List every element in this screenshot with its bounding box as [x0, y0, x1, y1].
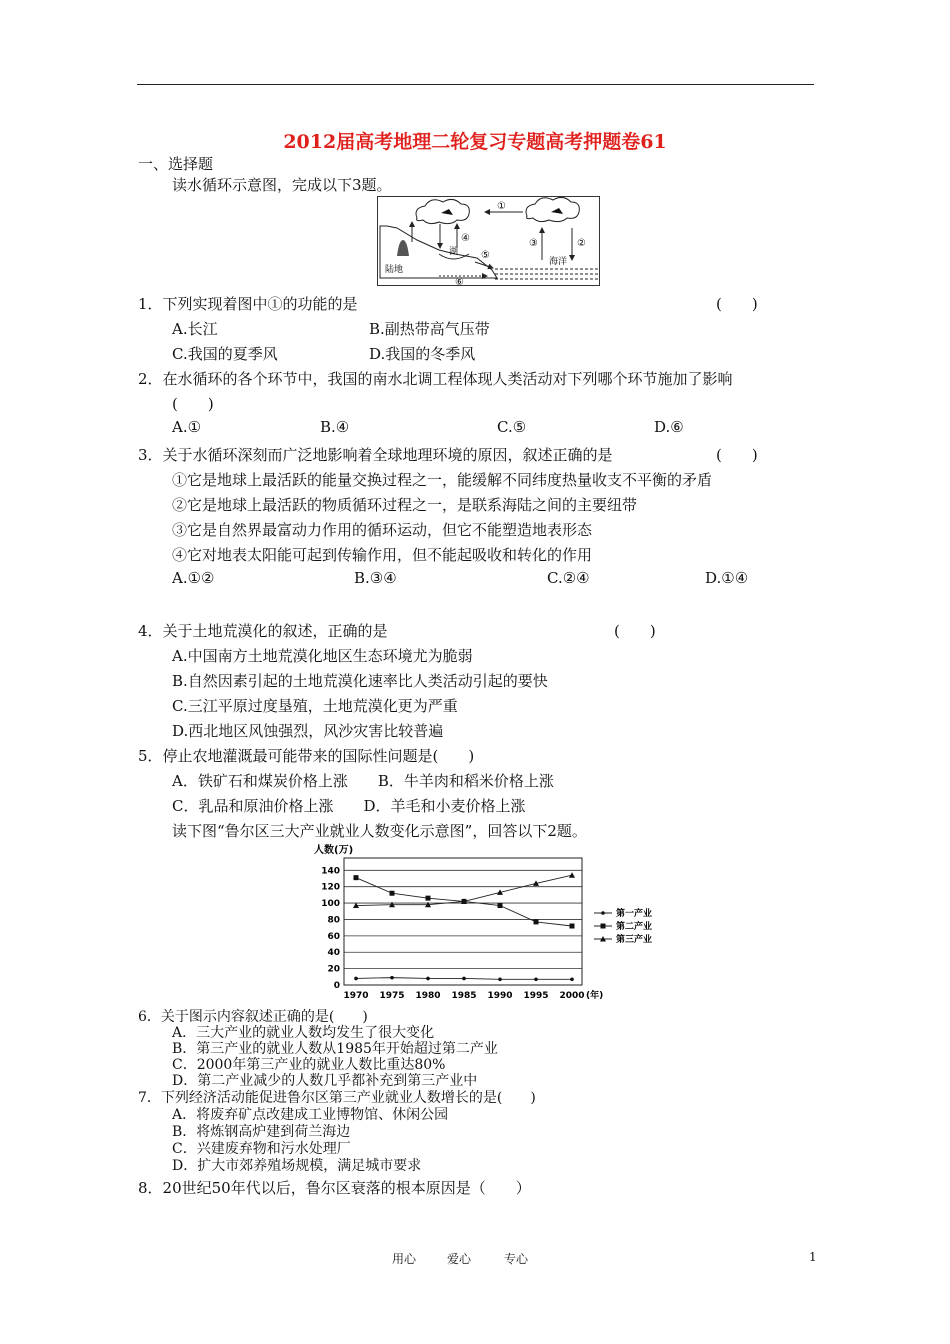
- water-cycle-diagram: [377, 196, 600, 286]
- q1-answer-paren: ( ): [716, 295, 758, 313]
- q3-statement-4: ④它对地表太阳能可起到传输作用，但不能起吸收和转化的作用: [172, 546, 593, 564]
- q7-option-c[interactable]: C．兴建废弃物和污水处理厂: [172, 1141, 351, 1157]
- label-n6: ⑥: [455, 277, 464, 286]
- x-tick-label: 2000: [559, 991, 585, 1001]
- x-tick-label: 1975: [379, 991, 405, 1001]
- q1-option-b[interactable]: B.副热带高气压带: [369, 320, 490, 338]
- x-tick-label: 1995: [523, 991, 549, 1001]
- q6-option-a[interactable]: A．三大产业的就业人数均发生了很大变化: [172, 1025, 435, 1041]
- data-point: [462, 977, 466, 981]
- q1-stem: 1．下列实现着图中①的功能的是: [138, 295, 358, 313]
- label-n3: ③: [529, 238, 538, 249]
- q2-option-c[interactable]: C.⑤: [497, 418, 527, 436]
- q4-stem: 4．关于土地荒漠化的叙述，正确的是: [138, 622, 388, 640]
- x-unit-label: (年): [586, 991, 604, 1001]
- label-ocean: 海洋: [549, 257, 568, 267]
- ruhr-employment-chart: [310, 842, 670, 1005]
- intro-water-cycle: 读水循环示意图，完成以下3题。: [172, 176, 392, 194]
- cloud-right-icon: [526, 197, 579, 221]
- q4-option-a[interactable]: A.中国南方土地荒漠化地区生态环境尤为脆弱: [172, 647, 473, 665]
- y-tick-label: 80: [327, 915, 340, 926]
- footer-text-3: 专心: [504, 1252, 529, 1266]
- data-point: [390, 976, 394, 980]
- legend-label: 第一产业: [616, 909, 653, 919]
- q1-option-a[interactable]: A.长江: [172, 320, 218, 338]
- y-tick-label: 100: [321, 899, 340, 910]
- q3-option-c[interactable]: C.②④: [547, 569, 590, 587]
- q3-statement-2: ②它是地球上最活跃的物质循环过程之一，是联系海陆之间的主要纽带: [172, 496, 638, 514]
- q4-option-d[interactable]: D.西北地区风蚀强烈，风沙灾害比较普遍: [172, 722, 444, 740]
- y-tick-label: 20: [327, 964, 340, 975]
- header-rule: [137, 84, 814, 85]
- data-point: [426, 896, 431, 901]
- q2-option-d[interactable]: D.⑥: [654, 418, 684, 436]
- q5-options-cd[interactable]: C．乳品和原油价格上涨 D．羊毛和小麦价格上涨: [172, 797, 526, 815]
- q3-answer-paren: ( ): [716, 446, 758, 464]
- q4-answer-paren: ( ): [614, 622, 656, 640]
- footer-text-2: 爱心: [447, 1252, 472, 1266]
- plot-frame: [344, 858, 582, 985]
- q5-options-ab[interactable]: A．铁矿石和煤炭价格上涨 B．牛羊肉和稻米价格上涨: [172, 772, 554, 790]
- legend-label: 第三产业: [616, 935, 653, 945]
- data-point: [354, 977, 358, 981]
- page-title: 2012届高考地理二轮复习专题高考押题卷61: [283, 131, 667, 153]
- q3-option-a[interactable]: A.①②: [172, 569, 215, 587]
- y-tick-label: 60: [327, 931, 340, 942]
- q3-option-b[interactable]: B.③④: [354, 569, 397, 587]
- data-point: [390, 891, 395, 896]
- data-point: [570, 977, 574, 981]
- y-tick-label: 140: [321, 866, 340, 877]
- q2-stem: 2．在水循环的各个环节中，我国的南水北调工程体现人类活动对下列哪个环节施加了影响: [138, 370, 733, 388]
- x-tick-label: 1990: [487, 991, 513, 1001]
- q3-option-d[interactable]: D.①④: [705, 569, 749, 587]
- q3-statement-1: ①它是地球上最活跃的能量交换过程之一，能缓解不同纬度热量收支不平衡的矛盾: [172, 471, 713, 489]
- data-point: [354, 875, 359, 880]
- label-lake: 湖: [449, 247, 459, 257]
- q6-option-d[interactable]: D．第二产业减少的人数几乎都补充到第三产业中: [172, 1073, 478, 1089]
- data-point: [426, 977, 430, 981]
- data-point: [498, 977, 502, 981]
- data-point: [570, 924, 575, 929]
- q7-option-b[interactable]: B．将炼钢高炉建到荷兰海边: [172, 1124, 351, 1140]
- data-point: [534, 919, 539, 924]
- footer-text-1: 用心: [392, 1252, 417, 1266]
- q1-option-d[interactable]: D.我国的冬季风: [369, 345, 476, 363]
- data-point: [498, 903, 503, 908]
- y-tick-label: 40: [327, 948, 340, 959]
- intro-ruhr-chart: 读下图“鲁尔区三大产业就业人数变化示意图”，回答以下2题。: [172, 822, 587, 840]
- legend-marker: [601, 911, 605, 915]
- q6-option-b[interactable]: B．第三产业的就业人数从1985年开始超过第二产业: [172, 1041, 498, 1057]
- q2-option-b[interactable]: B.④: [320, 418, 350, 436]
- legend-marker: [601, 924, 606, 929]
- q1-option-c[interactable]: C.我国的夏季风: [172, 345, 278, 363]
- q4-option-b[interactable]: B.自然因素引起的土地荒漠化速率比人类活动引起的要快: [172, 672, 548, 690]
- x-tick-label: 1980: [415, 991, 441, 1001]
- chart-ylabel: 人数(万): [314, 845, 354, 856]
- q7-option-a[interactable]: A．将废弃矿点改建成工业博物馆、休闲公园: [172, 1107, 449, 1123]
- q6-option-c[interactable]: C．2000年第三产业的就业人数比重达80%: [172, 1057, 446, 1073]
- q8-stem: 8．20世纪50年代以后，鲁尔区衰落的根本原因是（ ）: [138, 1179, 531, 1197]
- label-n2: ②: [577, 238, 586, 249]
- q2-answer-paren: ( ): [172, 395, 214, 413]
- label-n1: ①: [497, 201, 506, 212]
- y-tick-label: 120: [321, 882, 340, 893]
- q4-option-c[interactable]: C.三江平原过度垦殖，土地荒漠化更为严重: [172, 697, 458, 715]
- label-n5: ⑤: [481, 250, 490, 261]
- y-tick-label: 0: [333, 981, 340, 991]
- page-number: 1: [809, 1250, 817, 1264]
- q7-option-d[interactable]: D．扩大市郊养殖场规模，满足城市要求: [172, 1158, 422, 1174]
- data-point: [569, 872, 575, 878]
- x-tick-label: 1985: [451, 991, 477, 1001]
- label-land: 陆地: [385, 265, 404, 275]
- section-heading: 一、选择题: [138, 155, 214, 173]
- x-tick-label: 1970: [343, 991, 369, 1001]
- q3-statement-3: ③它是自然界最富动力作用的循环运动，但它不能塑造地表形态: [172, 521, 593, 539]
- q3-stem: 3．关于水循环深刻而广泛地影响着全球地理环境的原因，叙述正确的是: [138, 446, 613, 464]
- cloud-left-icon: [416, 199, 469, 223]
- q7-stem: 7．下列经济活动能促进鲁尔区第三产业就业人数增长的是( ): [138, 1090, 536, 1106]
- label-n4: ④: [461, 233, 470, 244]
- q6-stem: 6．关于图示内容叙述正确的是( ): [138, 1009, 368, 1025]
- data-point: [534, 977, 538, 981]
- q5-stem: 5．停止农地灌溉最可能带来的国际性问题是( ): [138, 747, 475, 765]
- q2-option-a[interactable]: A.①: [172, 418, 202, 436]
- legend-label: 第二产业: [616, 922, 653, 932]
